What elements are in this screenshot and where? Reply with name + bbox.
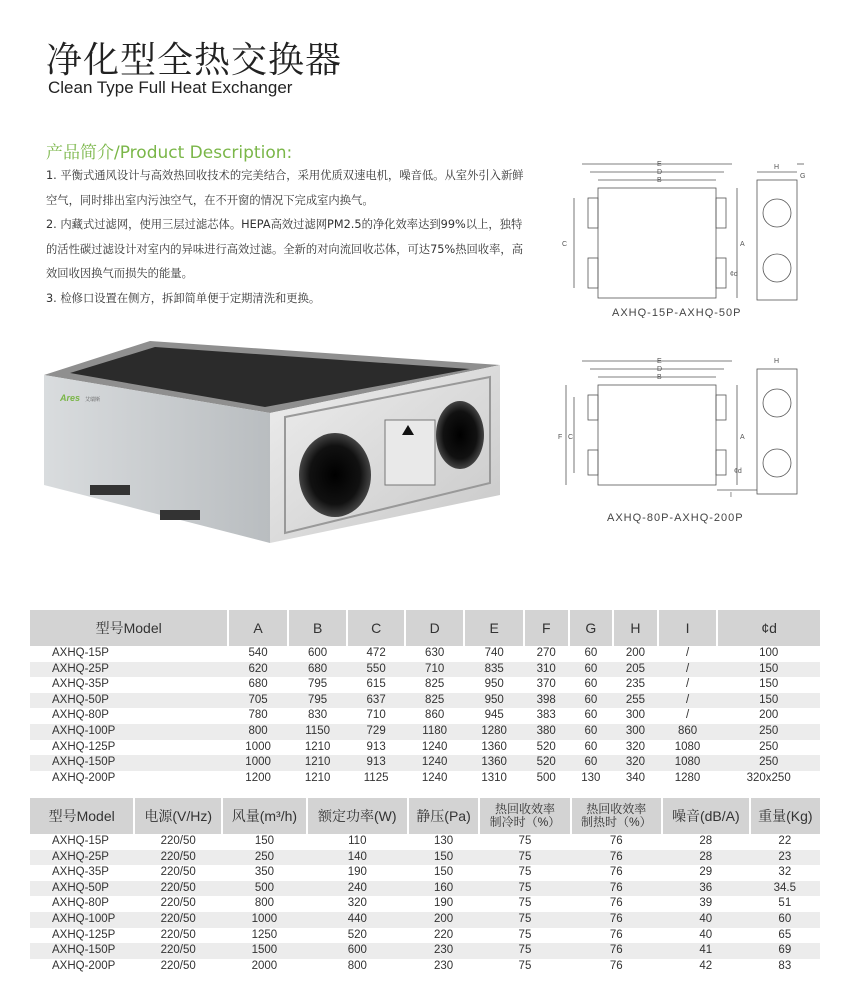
column-header: E bbox=[464, 610, 524, 646]
table-cell: AXHQ-50P bbox=[30, 693, 228, 709]
table-cell: AXHQ-125P bbox=[30, 740, 228, 756]
table-cell: 1000 bbox=[222, 912, 307, 928]
table-cell: 75 bbox=[479, 896, 570, 912]
dim-label-b-2: B bbox=[657, 374, 662, 381]
column-header: D bbox=[405, 610, 465, 646]
table-cell: 190 bbox=[307, 865, 408, 881]
table-cell: 620 bbox=[228, 662, 288, 678]
column-header: 热回收效率 制热时（%） bbox=[571, 798, 662, 834]
table-cell: 100 bbox=[717, 646, 820, 662]
table-cell: 300 bbox=[613, 724, 658, 740]
table-cell: 1280 bbox=[464, 724, 524, 740]
table-row bbox=[30, 677, 820, 693]
table-cell: AXHQ-50P bbox=[30, 881, 134, 897]
table-cell: 835 bbox=[464, 662, 524, 678]
table-cell: 1500 bbox=[222, 943, 307, 959]
table-cell: 600 bbox=[288, 646, 348, 662]
table-row bbox=[30, 943, 820, 959]
table-cell: 1125 bbox=[347, 771, 405, 787]
page-title: 净化型全热交换器 bbox=[46, 40, 343, 81]
table-cell: 1210 bbox=[288, 755, 348, 771]
table-cell: 220/50 bbox=[134, 881, 222, 897]
table-cell: 705 bbox=[228, 693, 288, 709]
column-header: 噪音(dB/A) bbox=[662, 798, 750, 834]
table-cell: 320x250 bbox=[717, 771, 820, 787]
table-cell: 75 bbox=[479, 865, 570, 881]
table-cell: 780 bbox=[228, 708, 288, 724]
table-cell: AXHQ-200P bbox=[30, 959, 134, 975]
diagram-caption-small: AXHQ-15P-AXHQ-50P bbox=[612, 307, 742, 318]
table-cell: AXHQ-150P bbox=[30, 943, 134, 959]
table-cell: 440 bbox=[307, 912, 408, 928]
dim-label-d: D bbox=[657, 169, 663, 176]
table-cell: 76 bbox=[571, 834, 662, 850]
dim-label-phi-2: ¢d bbox=[734, 468, 742, 475]
table-cell: AXHQ-80P bbox=[30, 708, 228, 724]
table-cell: 41 bbox=[662, 943, 750, 959]
table-body bbox=[30, 646, 820, 786]
table-cell: 60 bbox=[569, 755, 614, 771]
table-cell: 250 bbox=[717, 740, 820, 756]
table-cell: 1210 bbox=[288, 740, 348, 756]
table-cell: 60 bbox=[569, 677, 614, 693]
column-header: F bbox=[524, 610, 569, 646]
table-cell: 220/50 bbox=[134, 834, 222, 850]
table-row bbox=[30, 959, 820, 975]
table-cell: 220/50 bbox=[134, 912, 222, 928]
table-cell: 540 bbox=[228, 646, 288, 662]
table-cell: AXHQ-15P bbox=[30, 834, 134, 850]
dim-label-a-2: A bbox=[740, 434, 745, 441]
table-row bbox=[30, 896, 820, 912]
column-header: G bbox=[569, 610, 614, 646]
dim-label-c: C bbox=[562, 241, 568, 248]
table-cell: 1080 bbox=[658, 755, 718, 771]
table-body bbox=[30, 834, 820, 974]
column-header: 重量(Kg) bbox=[750, 798, 820, 834]
table-cell: 740 bbox=[464, 646, 524, 662]
table-cell: 1080 bbox=[658, 740, 718, 756]
table-cell: 76 bbox=[571, 896, 662, 912]
table-row bbox=[30, 881, 820, 897]
table-cell: 255 bbox=[613, 693, 658, 709]
table-cell: 220/50 bbox=[134, 928, 222, 944]
table-cell: / bbox=[658, 677, 718, 693]
table-cell: 76 bbox=[571, 881, 662, 897]
page-subtitle: Clean Type Full Heat Exchanger bbox=[48, 78, 293, 97]
table-cell: 320 bbox=[613, 755, 658, 771]
table-cell: 825 bbox=[405, 677, 465, 693]
table-row bbox=[30, 740, 820, 756]
table-cell: AXHQ-100P bbox=[30, 912, 134, 928]
product-photo bbox=[30, 335, 530, 555]
column-header: 热回收效率 制冷时（%） bbox=[479, 798, 570, 834]
column-header: A bbox=[228, 610, 288, 646]
diagram-caption-large: AXHQ-80P-AXHQ-200P bbox=[607, 512, 744, 524]
table-row bbox=[30, 724, 820, 740]
table-cell: 520 bbox=[524, 755, 569, 771]
table-cell: 800 bbox=[222, 896, 307, 912]
table-cell: 1240 bbox=[405, 740, 465, 756]
table-cell: 825 bbox=[405, 693, 465, 709]
table-cell: AXHQ-80P bbox=[30, 896, 134, 912]
table-cell: 40 bbox=[662, 912, 750, 928]
dim-label-a: A bbox=[740, 241, 745, 248]
column-header: 电源(V/Hz) bbox=[134, 798, 222, 834]
table-cell: AXHQ-15P bbox=[30, 646, 228, 662]
table-cell: 250 bbox=[222, 850, 307, 866]
table-cell: 76 bbox=[571, 865, 662, 881]
table-cell: 75 bbox=[479, 959, 570, 975]
table-cell: 1150 bbox=[288, 724, 348, 740]
table-cell: 150 bbox=[222, 834, 307, 850]
column-header: 额定功率(W) bbox=[307, 798, 408, 834]
table-cell: 1180 bbox=[405, 724, 465, 740]
table-cell: 75 bbox=[479, 943, 570, 959]
column-header: B bbox=[288, 610, 348, 646]
table-cell: 200 bbox=[613, 646, 658, 662]
table-cell: 76 bbox=[571, 928, 662, 944]
table-cell: 615 bbox=[347, 677, 405, 693]
dim-label-i: I bbox=[730, 492, 732, 499]
dim-label-f: F bbox=[558, 434, 563, 441]
table-row bbox=[30, 850, 820, 866]
table-cell: 1360 bbox=[464, 755, 524, 771]
table-cell: 320 bbox=[307, 896, 408, 912]
table-cell: 1240 bbox=[405, 771, 465, 787]
dim-label-h-2: H bbox=[774, 358, 780, 365]
table-cell: 300 bbox=[613, 708, 658, 724]
table-cell: 220/50 bbox=[134, 959, 222, 975]
table-cell: 500 bbox=[222, 881, 307, 897]
dim-label-b: B bbox=[657, 177, 662, 184]
table-cell: 22 bbox=[750, 834, 820, 850]
table-cell: 28 bbox=[662, 850, 750, 866]
section-heading: 产品简介/Product Description: bbox=[46, 143, 293, 163]
table-cell: 945 bbox=[464, 708, 524, 724]
description-paragraph-3: 3. 检修口设置在侧方，拆卸简单便于定期清洗和更换。 bbox=[46, 291, 321, 305]
table-cell: 795 bbox=[288, 677, 348, 693]
table-cell: 1210 bbox=[288, 771, 348, 787]
column-header: 型号Model bbox=[30, 610, 228, 646]
table-cell: AXHQ-25P bbox=[30, 662, 228, 678]
table-cell: 230 bbox=[408, 959, 480, 975]
table-cell: 1200 bbox=[228, 771, 288, 787]
table-cell: 75 bbox=[479, 881, 570, 897]
table-cell: 51 bbox=[750, 896, 820, 912]
table-cell: 383 bbox=[524, 708, 569, 724]
table-cell: 75 bbox=[479, 834, 570, 850]
table-cell: 200 bbox=[717, 708, 820, 724]
table-cell: 32 bbox=[750, 865, 820, 881]
dim-label-h: H bbox=[774, 164, 780, 171]
table-cell: 69 bbox=[750, 943, 820, 959]
table-cell: 240 bbox=[307, 881, 408, 897]
table-cell: 680 bbox=[288, 662, 348, 678]
table-cell: AXHQ-35P bbox=[30, 865, 134, 881]
table-cell: 550 bbox=[347, 662, 405, 678]
table-cell: 150 bbox=[408, 850, 480, 866]
table-cell: 370 bbox=[524, 677, 569, 693]
table-cell: 160 bbox=[408, 881, 480, 897]
table-cell: / bbox=[658, 693, 718, 709]
table-cell: 60 bbox=[569, 662, 614, 678]
column-header: I bbox=[658, 610, 718, 646]
table-cell: 710 bbox=[405, 662, 465, 678]
table-cell: 250 bbox=[717, 724, 820, 740]
table-cell: 75 bbox=[479, 912, 570, 928]
table-cell: 76 bbox=[571, 959, 662, 975]
table-cell: 320 bbox=[613, 740, 658, 756]
table-cell: 710 bbox=[347, 708, 405, 724]
table-cell: 220 bbox=[408, 928, 480, 944]
table-cell: 860 bbox=[658, 724, 718, 740]
table-cell: 205 bbox=[613, 662, 658, 678]
table-cell: 150 bbox=[717, 677, 820, 693]
table-cell: 23 bbox=[750, 850, 820, 866]
table-cell: 29 bbox=[662, 865, 750, 881]
table-cell: 39 bbox=[662, 896, 750, 912]
dim-label-d-2: D bbox=[657, 366, 663, 373]
table-cell: 398 bbox=[524, 693, 569, 709]
description-paragraph-2: 2. 内藏式过滤网，使用三层过滤芯体。HEPA高效过滤网PM2.5的净化效率达到99%以上，独特的活性碳过滤设计对室内的异味进行高效过滤。全新的对向流回收芯体，可达75%热回收率，高效回收因换气而损失的能量。 bbox=[46, 218, 523, 281]
table-cell: / bbox=[658, 662, 718, 678]
dim-label-g: G bbox=[800, 173, 806, 180]
dim-label-c-2: C bbox=[568, 434, 574, 441]
table-cell: 60 bbox=[569, 646, 614, 662]
table-cell: 950 bbox=[464, 693, 524, 709]
table-cell: 800 bbox=[307, 959, 408, 975]
table-cell: 75 bbox=[479, 928, 570, 944]
table-cell: 60 bbox=[569, 740, 614, 756]
dimension-table bbox=[30, 610, 820, 786]
table-cell: 310 bbox=[524, 662, 569, 678]
table-cell: 860 bbox=[405, 708, 465, 724]
dimension-drawing-large bbox=[552, 355, 822, 525]
table-cell: 795 bbox=[288, 693, 348, 709]
dim-label-e-2: E bbox=[657, 358, 662, 365]
table-cell: 1250 bbox=[222, 928, 307, 944]
table-cell: 150 bbox=[717, 693, 820, 709]
table-cell: 60 bbox=[569, 693, 614, 709]
table-cell: 34.5 bbox=[750, 881, 820, 897]
table-cell: AXHQ-35P bbox=[30, 677, 228, 693]
dim-label-phi: ¢d bbox=[730, 271, 738, 278]
table-cell: 729 bbox=[347, 724, 405, 740]
table-cell: 75 bbox=[479, 850, 570, 866]
brand-logo: Ares bbox=[60, 393, 81, 403]
table-row bbox=[30, 912, 820, 928]
column-header: C bbox=[347, 610, 405, 646]
table-cell: 36 bbox=[662, 881, 750, 897]
table-cell: 150 bbox=[408, 865, 480, 881]
table-cell: 830 bbox=[288, 708, 348, 724]
table-cell: AXHQ-100P bbox=[30, 724, 228, 740]
table-cell: 220/50 bbox=[134, 865, 222, 881]
table-cell: 630 bbox=[405, 646, 465, 662]
table-cell: 76 bbox=[571, 912, 662, 928]
dim-label-e: E bbox=[657, 161, 662, 168]
table-cell: AXHQ-125P bbox=[30, 928, 134, 944]
dimension-drawing-small bbox=[552, 158, 822, 318]
table-cell: 230 bbox=[408, 943, 480, 959]
table-cell: 150 bbox=[717, 662, 820, 678]
table-cell: 800 bbox=[228, 724, 288, 740]
table-cell: 2000 bbox=[222, 959, 307, 975]
table-cell: 1240 bbox=[405, 755, 465, 771]
table-cell: 1310 bbox=[464, 771, 524, 787]
table-cell: 1360 bbox=[464, 740, 524, 756]
table-cell: 600 bbox=[307, 943, 408, 959]
table-cell: 140 bbox=[307, 850, 408, 866]
table-cell: 130 bbox=[569, 771, 614, 787]
table-cell: 190 bbox=[408, 896, 480, 912]
column-header: 静压(Pa) bbox=[408, 798, 480, 834]
column-header: H bbox=[613, 610, 658, 646]
table-cell: 130 bbox=[408, 834, 480, 850]
table-cell: 28 bbox=[662, 834, 750, 850]
table-cell: 520 bbox=[307, 928, 408, 944]
table-cell: 380 bbox=[524, 724, 569, 740]
table-cell: 1280 bbox=[658, 771, 718, 787]
description-paragraph-1: 1. 平衡式通风设计与高效热回收技术的完美结合，采用优质双速电机，噪音低。从室外引入新鲜空气，同时排出室内污浊空气，在不开窗的情况下完成室内换气。 bbox=[46, 169, 524, 207]
table-cell: 60 bbox=[569, 708, 614, 724]
table-cell: 235 bbox=[613, 677, 658, 693]
table-row bbox=[30, 693, 820, 709]
table-row bbox=[30, 834, 820, 850]
table-cell: 1000 bbox=[228, 755, 288, 771]
table-row bbox=[30, 662, 820, 678]
description-text bbox=[46, 164, 526, 312]
table-row bbox=[30, 708, 820, 724]
column-header: 风量(m³/h) bbox=[222, 798, 307, 834]
table-cell: 950 bbox=[464, 677, 524, 693]
table-cell: 500 bbox=[524, 771, 569, 787]
table-cell: 913 bbox=[347, 755, 405, 771]
table-cell: 680 bbox=[228, 677, 288, 693]
table-header-row bbox=[30, 610, 820, 646]
specification-table bbox=[30, 798, 820, 974]
table-cell: 60 bbox=[569, 724, 614, 740]
table-cell: 65 bbox=[750, 928, 820, 944]
table-cell: AXHQ-25P bbox=[30, 850, 134, 866]
table-row bbox=[30, 865, 820, 881]
table-cell: / bbox=[658, 708, 718, 724]
table-cell: 250 bbox=[717, 755, 820, 771]
table-row bbox=[30, 755, 820, 771]
column-header: 型号Model bbox=[30, 798, 134, 834]
table-cell: 340 bbox=[613, 771, 658, 787]
table-row bbox=[30, 928, 820, 944]
table-cell: 76 bbox=[571, 943, 662, 959]
table-row bbox=[30, 771, 820, 787]
table-cell: 913 bbox=[347, 740, 405, 756]
table-cell: 472 bbox=[347, 646, 405, 662]
table-cell: 520 bbox=[524, 740, 569, 756]
table-cell: AXHQ-150P bbox=[30, 755, 228, 771]
table-cell: 60 bbox=[750, 912, 820, 928]
table-cell: 637 bbox=[347, 693, 405, 709]
table-cell: 42 bbox=[662, 959, 750, 975]
table-cell: 76 bbox=[571, 850, 662, 866]
table-cell: 1000 bbox=[228, 740, 288, 756]
brand-logo-cn: 艾瑞斯 bbox=[85, 397, 101, 403]
table-cell: AXHQ-200P bbox=[30, 771, 228, 787]
table-row bbox=[30, 646, 820, 662]
table-cell: 110 bbox=[307, 834, 408, 850]
table-cell: 40 bbox=[662, 928, 750, 944]
column-header: ¢d bbox=[717, 610, 820, 646]
table-cell: 220/50 bbox=[134, 896, 222, 912]
table-cell: 83 bbox=[750, 959, 820, 975]
table-cell: 220/50 bbox=[134, 850, 222, 866]
table-header-row bbox=[30, 798, 820, 834]
table-cell: 270 bbox=[524, 646, 569, 662]
table-cell: 220/50 bbox=[134, 943, 222, 959]
table-cell: / bbox=[658, 646, 718, 662]
table-cell: 200 bbox=[408, 912, 480, 928]
table-cell: 350 bbox=[222, 865, 307, 881]
